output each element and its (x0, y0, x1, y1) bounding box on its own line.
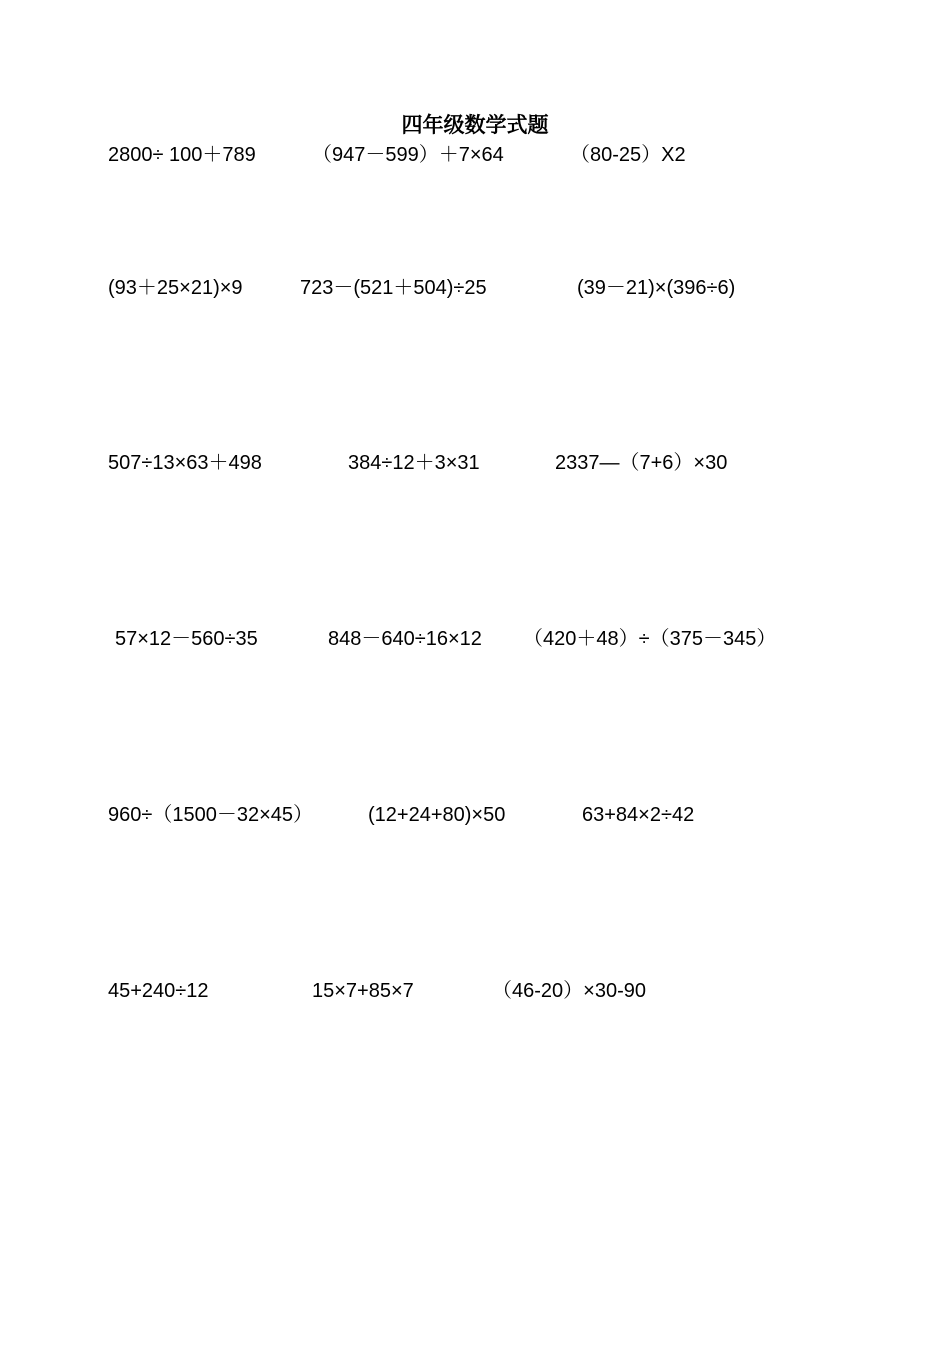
problem-2-3: (39－21)×(396÷6) (577, 277, 736, 299)
problem-2-1: (93＋25×21)×9 (108, 277, 243, 299)
problem-6-2: 15×7+85×7 (312, 980, 414, 1002)
problem-1-1: 2800÷ 100＋789 (108, 144, 256, 166)
problem-6-1: 45+240÷12 (108, 980, 209, 1002)
problem-2-2: 723－(521＋504)÷25 (300, 277, 487, 299)
problem-3-3: 2337—（7+6）×30 (555, 452, 728, 474)
problem-5-1: 960÷（1500－32×45） (108, 804, 314, 826)
problem-3-2: 384÷12＋3×31 (348, 452, 480, 474)
problem-4-2: 848－640÷16×12 (328, 628, 482, 650)
problem-5-3: 63+84×2÷42 (582, 804, 695, 826)
problem-6-3: （46-20）×30-90 (492, 980, 646, 1002)
problem-3-1: 507÷13×63＋498 (108, 452, 262, 474)
page-title: 四年级数学式题 (401, 113, 549, 137)
problem-4-3: （420＋48）÷（375－345） (523, 628, 777, 650)
problem-4-1: 57×12－560÷35 (115, 628, 258, 650)
problem-1-2: （947－599）＋7×64 (312, 144, 504, 166)
problem-5-2: (12+24+80)×50 (368, 804, 506, 826)
problem-1-3: （80-25）X2 (570, 144, 686, 166)
